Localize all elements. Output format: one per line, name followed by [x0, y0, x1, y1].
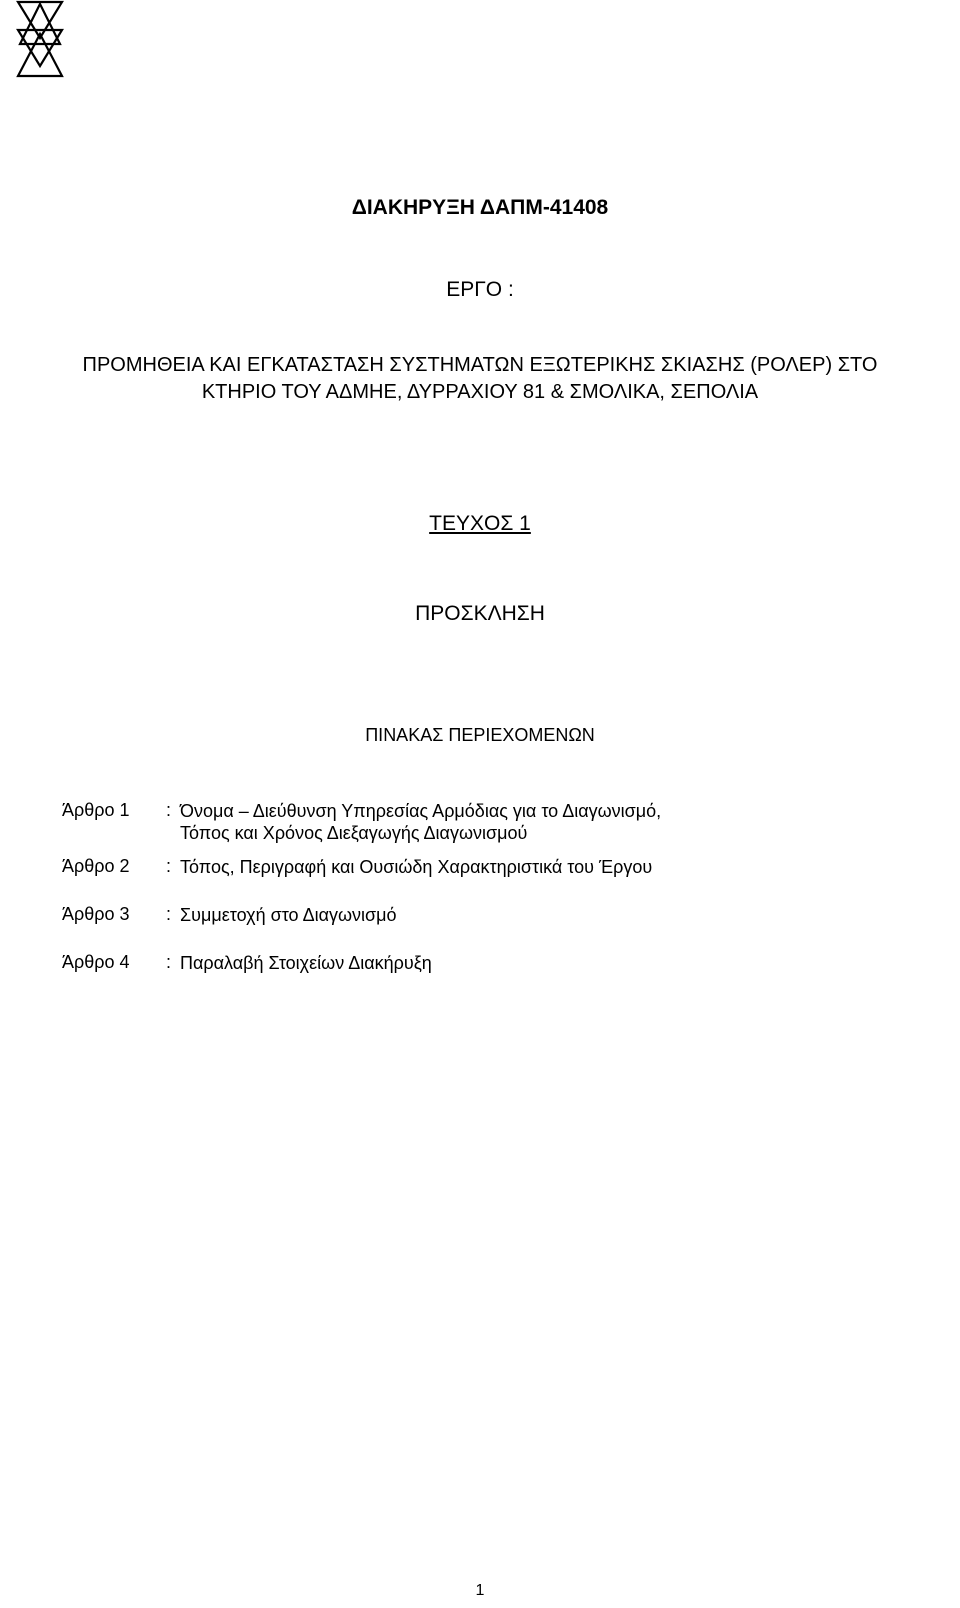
toc-row [62, 952, 922, 974]
project-title [0, 352, 960, 406]
toc-article-text [180, 952, 922, 974]
project-line: ΚΤΗΡΙΟ ΤΟΥ ΑΔΜΗΕ, ΔΥΡΡΑΧΙΟΥ 81 & ΣΜΟΛΙΚΑ, ΣΕΠΟΛΙΑ [201, 381, 759, 403]
toc-text-line: Τόπος, Περιγραφή και Ουσιώδη Χαρακτηριστικά του Έργου [180, 857, 653, 877]
toc-text-line: Συμμετοχή στο Διαγωνισμό [180, 905, 397, 925]
toc-heading: ΠΙΝΑΚΑΣ ΠΕΡΙΕΧΟΜΕΝΩΝ [365, 725, 595, 745]
toc-article-text [180, 904, 922, 926]
toc-text-line: Όνομα – Διεύθυνση Υπηρεσίας Αρμόδιας για το Διαγωνισμό, [180, 801, 662, 821]
toc-article-text [180, 800, 922, 844]
page-number: 1 [475, 1582, 485, 1599]
teuxos-heading [0, 512, 960, 536]
toc-text-line: Τόπος και Χρόνος Διεξαγωγής Διαγωνισμού [180, 823, 528, 843]
document-title: ΔΙΑΚΗΡΥΞΗ ΔΑΠΜ-41408 [351, 196, 609, 219]
toc-article-label: Άρθρο 4 [62, 952, 130, 972]
toc-text-line: Παραλαβή Στοιχείων Διακήρυξη [180, 953, 432, 973]
teuxos-label: ΤΕΥΧΟΣ 1 [429, 512, 531, 535]
toc-row [62, 856, 922, 878]
toc-colon: : [166, 856, 172, 876]
admie-logo-icon [14, 0, 66, 80]
toc-row [62, 800, 922, 844]
toc-colon: : [166, 904, 172, 924]
toc-colon: : [166, 800, 172, 820]
ergo-label: ΕΡΓΟ : [446, 278, 514, 301]
project-line: ΠΡΟΜΗΘΕΙΑ ΚΑΙ ΕΓΚΑΤΑΣΤΑΣΗ ΣΥΣΤΗΜΑΤΩΝ ΕΞΩΤΕΡΙΚΗΣ ΣΚΙΑΣΗΣ (ΡΟΛΕΡ) ΣΤΟ [82, 354, 878, 376]
table-of-contents [62, 800, 922, 974]
prosklisi-heading: ΠΡΟΣΚΛΗΣΗ [415, 602, 545, 625]
toc-article-label: Άρθρο 1 [62, 800, 130, 820]
toc-article-label: Άρθρο 3 [62, 904, 130, 924]
toc-article-text [180, 856, 922, 878]
toc-colon: : [166, 952, 172, 972]
toc-article-label: Άρθρο 2 [62, 856, 130, 876]
toc-row [62, 904, 922, 926]
